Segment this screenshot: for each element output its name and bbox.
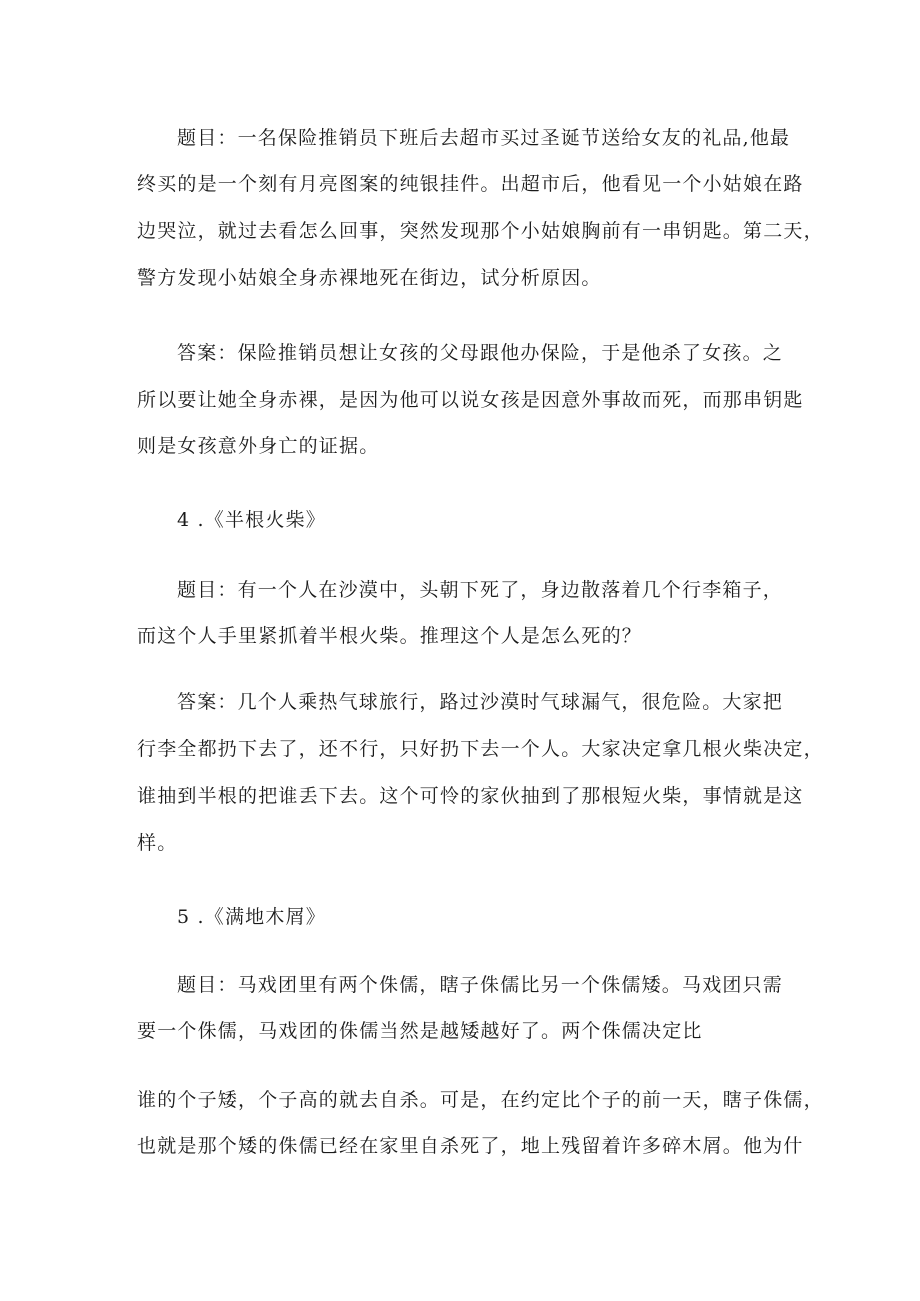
paragraph-line: 谁抽到半根的把谁丢下去。这个可怜的家伙抽到了那根短火柴，事情就是这 [137, 785, 804, 807]
paragraph-line: 警方发现小姑娘全身赤裸地死在街边，试分析原因。 [137, 267, 602, 289]
paragraph-line: 样。 [137, 832, 178, 854]
paragraph-line: 终买的是一个刻有月亮图案的纯银挂件。出超市后，他看见一个小姑娘在路 [137, 173, 804, 195]
paragraph-line: 而这个人手里紧抓着半根火柴。推理这个人是怎么死的？ [137, 625, 643, 647]
paragraph-line: 则是女孩意外身亡的证据。 [137, 435, 380, 457]
paragraph-line: 答案：几个人乘热气球旅行，路过沙漠时气球漏气，很危险。大家把 [177, 691, 784, 713]
section-heading: 5 .《满地木屑》 [177, 906, 326, 928]
section-heading: 4 .《半根火柴》 [177, 509, 326, 531]
paragraph-line: 题目：一名保险推销员下班后去超市买过圣诞节送给女友的礼品,他最 [177, 127, 791, 149]
paragraph-line: 题目：有一个人在沙漠中，头朝下死了，身边散落着几个行李箱子， [177, 579, 784, 601]
paragraph-line: 所以要让她全身赤裸，是因为他可以说女孩是因意外事故而死，而那串钥匙 [137, 389, 804, 411]
paragraph-line: 谁的个子矮，个子高的就去自杀。可是，在约定比个子的前一天，瞎子侏儒， [137, 1089, 824, 1111]
paragraph-line: 要一个侏儒，马戏团的侏儒当然是越矮越好了。两个侏儒决定比 [137, 1020, 703, 1042]
paragraph-line: 也就是那个矮的侏儒已经在家里自杀死了，地上残留着许多碎木屑。他为什 [137, 1135, 804, 1157]
paragraph-line: 行李全都扔下去了，还不行，只好扔下去一个人。大家决定拿几根火柴决定， [137, 738, 824, 760]
paragraph-line: 答案：保险推销员想让女孩的父母跟他办保险，于是他杀了女孩。之 [177, 342, 784, 364]
paragraph-line: 题目：马戏团里有两个侏儒，瞎子侏儒比另一个侏儒矮。马戏团只需 [177, 974, 784, 996]
paragraph-line: 边哭泣，就过去看怎么回事，突然发现那个小姑娘胸前有一串钥匙。第二天， [137, 220, 824, 242]
